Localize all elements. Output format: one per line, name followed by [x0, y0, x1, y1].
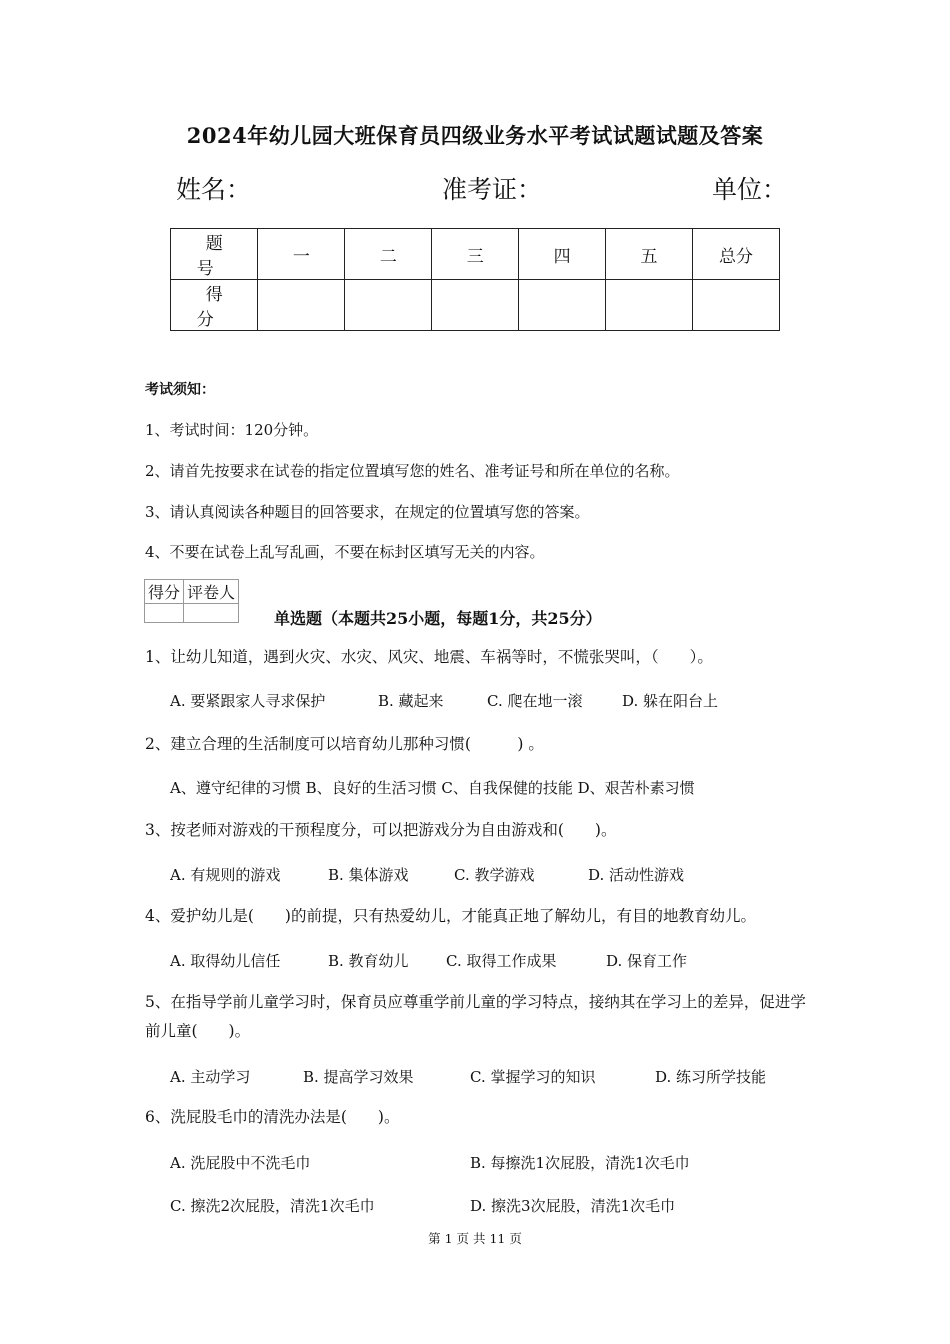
question-option[interactable]: B. 藏起来 [378, 692, 444, 710]
section-title: 单选题（本题共25小题，每题1分，共25分） [274, 609, 602, 628]
question-option[interactable]: B. 每擦洗1次屁股，清洗1次毛巾 [470, 1154, 690, 1172]
question-option[interactable]: C. 取得工作成果 [446, 952, 557, 970]
grader-reviewer-cell[interactable] [184, 604, 239, 623]
question-option[interactable]: A. 有规则的游戏 [170, 866, 281, 884]
score-cell[interactable] [606, 280, 693, 331]
score-cell[interactable] [432, 280, 519, 331]
question-option[interactable]: C. 掌握学习的知识 [470, 1068, 596, 1086]
question-stem: 3、按老师对游戏的干预程度分，可以把游戏分为自由游戏和( )。 [145, 821, 617, 839]
score-header-cell: 二 [345, 229, 432, 280]
grader-score-label: 得分 [145, 580, 184, 604]
question-stem: 1、让幼儿知道，遇到火灾、水灾、风灾、地震、车祸等时，不慌张哭叫，（ ）。 [145, 648, 713, 666]
score-header-cell: 题 号 [171, 229, 258, 280]
name-label: 姓名： [176, 175, 252, 204]
question-option[interactable]: C. 擦洗2次屁股，清洗1次毛巾 [170, 1197, 375, 1215]
question-option[interactable]: D. 练习所学技能 [655, 1068, 767, 1086]
notice-heading: 考试须知： [145, 382, 215, 398]
page-footer: 第 1 页 共 11 页 [428, 1231, 522, 1246]
question-option[interactable]: A、遵守纪律的习惯 B、良好的生活习惯 C、自我保健的技能 D、艰苦朴素习惯 [170, 779, 695, 797]
score-cell[interactable] [258, 280, 345, 331]
grader-reviewer-label: 评卷人 [184, 580, 239, 604]
question-option[interactable]: C. 教学游戏 [454, 866, 535, 884]
question-option[interactable]: B. 集体游戏 [328, 866, 409, 884]
question-option[interactable]: D. 擦洗3次屁股，清洗1次毛巾 [470, 1197, 676, 1215]
question-option[interactable]: A. 取得幼儿信任 [170, 952, 281, 970]
question-option[interactable]: A. 要紧跟家人寻求保护 [170, 692, 326, 710]
score-table-header-row [171, 229, 780, 280]
grader-box [144, 579, 239, 623]
question-option[interactable]: B. 教育幼儿 [328, 952, 409, 970]
notice-item: 3、请认真阅读各种题目的回答要求，在规定的位置填写您的答案。 [145, 503, 590, 521]
exam-title: 2024年幼儿园大班保育员四级业务水平考试试题试题及答案 [186, 123, 764, 148]
ticket-label: 准考证： [442, 175, 543, 204]
score-row-label: 得 分 [171, 280, 258, 331]
question-stem: 5、在指导学前儿童学习时，保育员应尊重学前儿童的学习特点，接纳其在学习上的差异，促进学前儿童( )。 [145, 993, 806, 1040]
question-stem: 6、洗屁股毛巾的清洗办法是( )。 [145, 1108, 400, 1126]
score-cell[interactable] [519, 280, 606, 331]
question-option[interactable]: B. 提高学习效果 [303, 1068, 414, 1086]
score-header-cell: 一 [258, 229, 345, 280]
score-header-cell: 总分 [693, 229, 780, 280]
score-cell[interactable] [345, 280, 432, 331]
score-table [170, 228, 780, 331]
score-cell[interactable] [693, 280, 780, 331]
question-option[interactable]: D. 躲在阳台上 [622, 692, 719, 710]
question-option[interactable]: D. 保育工作 [606, 952, 688, 970]
score-table-score-row [171, 280, 780, 331]
question-option[interactable]: A. 主动学习 [170, 1068, 251, 1086]
grader-score-cell[interactable] [145, 604, 184, 623]
score-header-cell: 三 [432, 229, 519, 280]
notice-item: 1、考试时间：120分钟。 [145, 421, 319, 439]
question-option[interactable]: A. 洗屁股中不洗毛巾 [170, 1154, 311, 1172]
question-option[interactable]: D. 活动性游戏 [588, 866, 685, 884]
notice-item: 4、不要在试卷上乱写乱画，不要在标封区填写无关的内容。 [145, 543, 545, 561]
unit-label: 单位： [712, 175, 788, 204]
score-header-cell: 四 [519, 229, 606, 280]
question-option[interactable]: C. 爬在地一滚 [487, 692, 583, 710]
score-header-cell: 五 [606, 229, 693, 280]
question-stem: 2、建立合理的生活制度可以培育幼儿那种习惯( ) 。 [145, 735, 544, 753]
question-stem: 4、爱护幼儿是( )的前提，只有热爱幼儿，才能真正地了解幼儿，有目的地教育幼儿。 [145, 907, 756, 925]
notice-item: 2、请首先按要求在试卷的指定位置填写您的姓名、准考证号和所在单位的名称。 [145, 462, 680, 480]
